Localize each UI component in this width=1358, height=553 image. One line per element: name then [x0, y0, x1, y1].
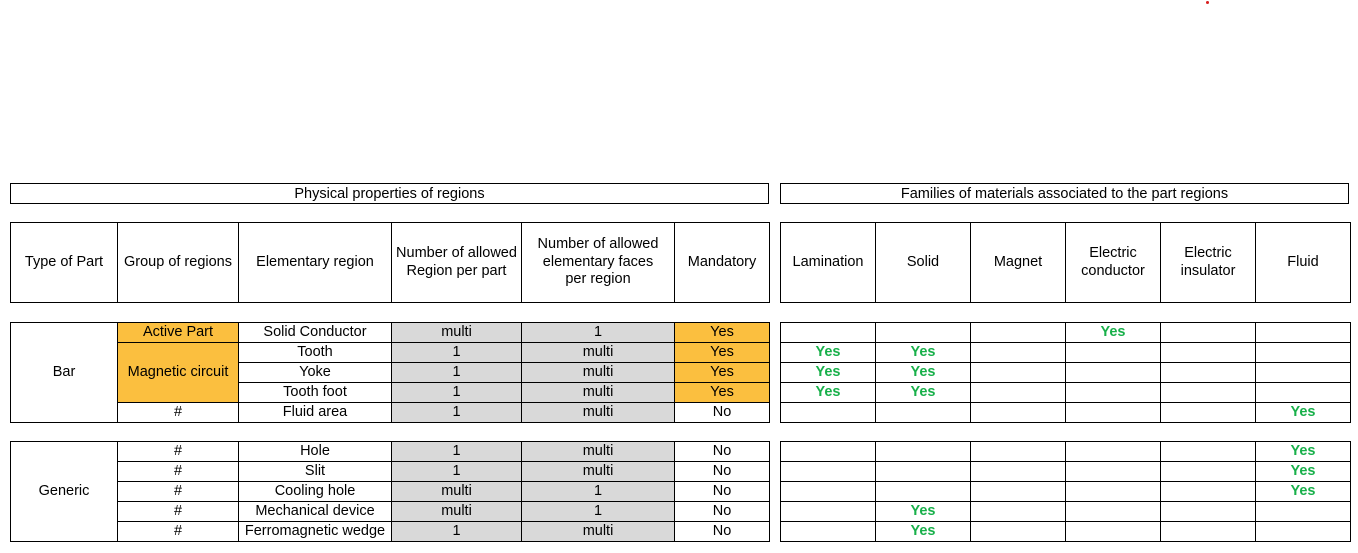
region-count: multi — [392, 502, 522, 522]
header-fluid: Fluid — [1256, 223, 1351, 303]
family-cell — [781, 403, 876, 423]
family-cell — [1161, 343, 1256, 363]
group-hash: # — [118, 482, 239, 502]
table-row — [11, 522, 770, 542]
family-cell: Yes — [876, 383, 971, 403]
family-cell: Yes — [1066, 323, 1161, 343]
faces-count: multi — [522, 383, 675, 403]
family-cell: Yes — [876, 502, 971, 522]
group-active-part: Active Part — [118, 323, 239, 343]
header-elementary-region: Elementary region — [239, 223, 392, 303]
family-cell: Yes — [1256, 403, 1351, 423]
family-cell — [781, 482, 876, 502]
family-cell — [1066, 482, 1161, 502]
elementary-region: Solid Conductor — [239, 323, 392, 343]
table-row — [11, 442, 770, 462]
table-row — [781, 442, 1351, 462]
left-header-table — [10, 222, 770, 303]
family-cell — [1066, 403, 1161, 423]
faces-count: 1 — [522, 482, 675, 502]
region-count: 1 — [392, 403, 522, 423]
mandatory-value: No — [675, 522, 770, 542]
elementary-region: Slit — [239, 462, 392, 482]
table-row — [781, 522, 1351, 542]
group-hash: # — [118, 502, 239, 522]
family-cell — [1066, 502, 1161, 522]
family-cell — [1161, 323, 1256, 343]
region-count: multi — [392, 482, 522, 502]
family-cell — [1161, 442, 1256, 462]
region-count: multi — [392, 323, 522, 343]
mandatory-value: Yes — [675, 323, 770, 343]
family-cell: Yes — [781, 363, 876, 383]
type-of-part-generic: Generic — [11, 442, 118, 542]
header-lamination: Lamination — [781, 223, 876, 303]
family-cell — [876, 323, 971, 343]
table-row — [781, 323, 1351, 343]
faces-count: multi — [522, 363, 675, 383]
family-cell: Yes — [781, 343, 876, 363]
family-cell — [1161, 363, 1256, 383]
family-cell — [1066, 383, 1161, 403]
table-row — [781, 502, 1351, 522]
family-cell — [971, 383, 1066, 403]
family-cell — [876, 482, 971, 502]
family-cell — [1256, 383, 1351, 403]
family-cell: Yes — [1256, 482, 1351, 502]
table-row — [781, 462, 1351, 482]
header-group-of-regions: Group of regions — [118, 223, 239, 303]
elementary-region: Yoke — [239, 363, 392, 383]
family-cell — [971, 363, 1066, 383]
family-cell — [1161, 482, 1256, 502]
family-cell — [1256, 502, 1351, 522]
generic-properties-table — [10, 441, 770, 542]
family-cell — [781, 522, 876, 542]
faces-count: multi — [522, 403, 675, 423]
elementary-region: Tooth foot — [239, 383, 392, 403]
family-cell — [971, 343, 1066, 363]
group-magnetic-circuit: Magnetic circuit — [118, 343, 239, 403]
table-row — [11, 403, 770, 423]
mandatory-value: Yes — [675, 363, 770, 383]
mandatory-value: Yes — [675, 383, 770, 403]
region-count: 1 — [392, 462, 522, 482]
red-dot-marker — [1206, 1, 1209, 4]
family-cell — [971, 522, 1066, 542]
table-row — [781, 403, 1351, 423]
elementary-region: Ferromagnetic wedge — [239, 522, 392, 542]
generic-families-table — [780, 441, 1351, 542]
table-row — [11, 502, 770, 522]
family-cell — [1161, 502, 1256, 522]
family-cell — [1066, 462, 1161, 482]
mandatory-value: No — [675, 403, 770, 423]
family-cell — [1161, 522, 1256, 542]
family-cell: Yes — [781, 383, 876, 403]
family-cell — [1256, 522, 1351, 542]
family-cell — [781, 462, 876, 482]
group-hash: # — [118, 442, 239, 462]
elementary-region: Mechanical device — [239, 502, 392, 522]
table-row — [11, 343, 770, 363]
family-cell: Yes — [1256, 462, 1351, 482]
family-cell — [876, 403, 971, 423]
family-cell — [876, 462, 971, 482]
family-cell — [1161, 462, 1256, 482]
family-cell — [1256, 323, 1351, 343]
elementary-region: Fluid area — [239, 403, 392, 423]
family-cell — [1256, 363, 1351, 383]
header-electric-conductor: Electric conductor — [1066, 223, 1161, 303]
family-cell: Yes — [1256, 442, 1351, 462]
group-hash: # — [118, 403, 239, 423]
family-cell — [876, 442, 971, 462]
mandatory-value: Yes — [675, 343, 770, 363]
region-count: 1 — [392, 442, 522, 462]
family-cell — [1066, 442, 1161, 462]
family-cell: Yes — [876, 343, 971, 363]
family-cell — [1066, 343, 1161, 363]
mandatory-value: No — [675, 462, 770, 482]
group-hash: # — [118, 462, 239, 482]
family-cell — [971, 323, 1066, 343]
faces-count: 1 — [522, 323, 675, 343]
mandatory-value: No — [675, 482, 770, 502]
family-cell: Yes — [876, 522, 971, 542]
left-header-row — [11, 223, 770, 303]
family-cell — [1161, 403, 1256, 423]
family-cell — [781, 442, 876, 462]
mandatory-value: No — [675, 442, 770, 462]
faces-count: multi — [522, 343, 675, 363]
header-electric-insulator: Electric insulator — [1161, 223, 1256, 303]
family-cell — [971, 482, 1066, 502]
family-cell: Yes — [876, 363, 971, 383]
family-cell — [1066, 522, 1161, 542]
faces-count: multi — [522, 442, 675, 462]
type-of-part-bar: Bar — [11, 323, 118, 423]
header-magnet: Magnet — [971, 223, 1066, 303]
faces-count: 1 — [522, 502, 675, 522]
right-header-row — [781, 223, 1351, 303]
family-cell — [971, 502, 1066, 522]
family-cell — [781, 323, 876, 343]
table-row — [781, 482, 1351, 502]
family-cell — [971, 442, 1066, 462]
header-type-of-part: Type of Part — [11, 223, 118, 303]
table-row — [781, 343, 1351, 363]
faces-count: multi — [522, 522, 675, 542]
families-title: Families of materials associated to the part regions — [780, 183, 1349, 204]
header-mandatory: Mandatory — [675, 223, 770, 303]
elementary-region: Hole — [239, 442, 392, 462]
table-row — [11, 462, 770, 482]
family-cell — [971, 462, 1066, 482]
family-cell — [1161, 383, 1256, 403]
region-count: 1 — [392, 522, 522, 542]
region-count: 1 — [392, 363, 522, 383]
family-cell — [971, 403, 1066, 423]
family-cell — [1256, 343, 1351, 363]
faces-count: multi — [522, 462, 675, 482]
header-solid: Solid — [876, 223, 971, 303]
table-row — [781, 363, 1351, 383]
mandatory-value: No — [675, 502, 770, 522]
group-hash: # — [118, 522, 239, 542]
table-row — [11, 323, 770, 343]
header-number-region-per-part: Number of allowed Region per part — [392, 223, 522, 303]
family-cell — [781, 502, 876, 522]
bar-properties-table — [10, 322, 770, 423]
bar-families-table — [780, 322, 1351, 423]
region-count: 1 — [392, 383, 522, 403]
elementary-region: Tooth — [239, 343, 392, 363]
table-row — [11, 482, 770, 502]
physical-properties-title: Physical properties of regions — [10, 183, 769, 204]
region-count: 1 — [392, 343, 522, 363]
right-header-table — [780, 222, 1351, 303]
family-cell — [1066, 363, 1161, 383]
table-row — [781, 383, 1351, 403]
elementary-region: Cooling hole — [239, 482, 392, 502]
header-number-faces-per-region: Number of allowed elementary faces per region — [522, 223, 675, 303]
